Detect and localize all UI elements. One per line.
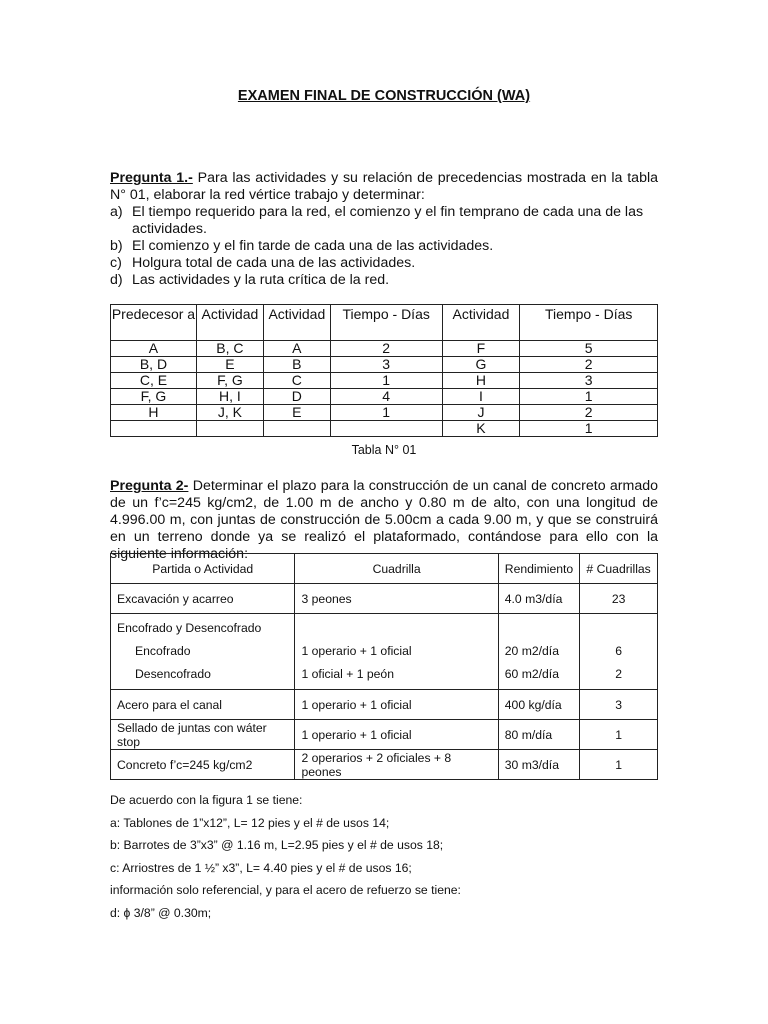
table-cell: D [263,389,330,405]
sub-cuadrillas-count: 2 [615,667,622,681]
table-cell: 5 [520,341,658,357]
list-marker: a) [110,204,123,220]
table-cell: 3 [330,357,442,373]
table-cell: F, G [111,389,197,405]
sub-cuadrilla: 1 oficial + 1 peón [301,667,394,681]
table-cell: K [442,421,520,437]
table-header: Actividad [196,305,263,341]
list-item [110,238,658,255]
table-row [111,720,658,750]
table-cell [580,614,658,690]
table-cell [295,614,498,690]
table-row [111,690,658,720]
table-cell: C, E [111,373,197,389]
table-header: Partida o Actividad [111,554,295,584]
table-cell: 1 [520,421,658,437]
table-caption: Tabla N° 01 [351,443,417,457]
table-cell: A [111,341,197,357]
table-header: Tiempo - Días [330,305,442,341]
list-item [110,204,658,238]
precedence-table [110,304,658,437]
table-cell [498,614,579,690]
table-cell: A [263,341,330,357]
table-cell [196,421,263,437]
note-line: información solo referencial, y para el acero de refuerzo se tiene: [110,883,461,898]
table-header: Actividad [263,305,330,341]
note-line: d: ϕ 3/8” @ 0.30m; [110,905,212,920]
table-cell: 30 m3/día [498,750,579,780]
table-row [111,584,658,614]
note-line: c: Arriostres de 1 ½” x3”, L= 4.40 pies y el # de usos 16; [110,860,412,875]
table-header: Actividad [442,305,520,341]
table-cell: 1 [520,389,658,405]
spacer [505,617,573,640]
question-2-text-block [110,478,658,563]
table-cell: B [263,357,330,373]
table-row [111,614,658,690]
page-title: EXAMEN FINAL DE CONSTRUCCIÓN (WA) [237,88,531,104]
list-item-text: Las actividades y la ruta crítica de la red. [132,272,390,288]
list-marker: c) [110,255,122,271]
table-cell: 2 [520,357,658,373]
list-item [110,272,658,289]
list-item-text: El comienzo y el fin tarde de cada una de las actividades. [132,238,494,254]
question-1-list [110,204,658,289]
table-header-row [111,305,658,341]
table-cell: H [111,405,197,421]
notes-block [110,791,670,927]
table-cell: 1 [330,405,442,421]
table-cell: 400 kg/día [498,690,579,720]
table-cell: E [263,405,330,421]
sub-activity: Encofrado [135,644,191,658]
sub-cuadrillas-count: 6 [615,644,622,658]
note-line: De acuerdo con la figura 1 se tiene: [110,793,303,807]
table-row [111,389,658,405]
question-2-text: Determinar el plazo para la construcción de un canal de concreto armado de un f’c=245 kg/cm2, de 1.00 m de ancho y 0.80 m de alto, con una longitud de 4.996.00 m, con juntas de construcción de 5.00cm a cada 9.00 m, y que se construirá en un terreno donde ya se realizó el plataformado, contándose para ello con la siguiente información: [110,478,658,562]
table-header: # Cuadrillas [580,554,658,584]
table-header: Tiempo - Días [520,305,658,341]
table-cell: B, D [111,357,197,373]
question-2 [110,478,658,563]
table-cell: 80 m/día [498,720,579,750]
table-row [111,405,658,421]
table-row [111,341,658,357]
question-1 [110,170,658,289]
table-cell: H, I [196,389,263,405]
table-cell: Sellado de juntas con wáter stop [111,720,295,750]
sub-rendimiento: 60 m2/día [504,667,559,681]
list-item-text: Holgura total de cada una de las actividades. [132,255,416,271]
list-marker: b) [110,238,123,254]
table-cell: 4.0 m3/día [498,584,579,614]
table-cell: I [442,389,520,405]
table-cell: B, C [196,341,263,357]
table-cell: C [263,373,330,389]
table-cell: 3 [520,373,658,389]
table-cell: 23 [580,584,658,614]
table-cell [111,421,197,437]
sub-cuadrilla: 1 operario + 1 oficial [301,644,412,658]
sub-activity: Desencofrado [135,667,211,681]
table-cell [330,421,442,437]
table-cell: Acero para el canal [111,690,295,720]
spacer [301,617,491,640]
sub-rendimiento: 20 m2/día [504,644,559,658]
table-header: Cuadrilla [295,554,498,584]
list-item [110,255,658,272]
table-cell: F [442,341,520,357]
table-cell: 1 operario + 1 oficial [295,690,498,720]
table-cell: 1 operario + 1 oficial [295,720,498,750]
list-item-text: El tiempo requerido para la red, el comienzo y el fin temprano de cada una de las actividades. [132,204,644,237]
table-cell: 2 operarios + 2 oficiales + 8 peones [295,750,498,780]
table-row [111,373,658,389]
list-marker: d) [110,272,123,288]
question-1-intro [110,170,658,204]
table-cell: 2 [520,405,658,421]
table-row [111,421,658,437]
table-cell: 3 [580,690,658,720]
table-cell: Concreto f’c=245 kg/cm2 [111,750,295,780]
table-cell: E [196,357,263,373]
resources-table [110,553,658,780]
table-row [111,357,658,373]
note-line: a: Tablones de 1”x12”, L= 12 pies y el # de usos 14; [110,815,390,830]
question-1-label: Pregunta 1.- [110,170,193,186]
table-cell: H [442,373,520,389]
table-header-row [111,554,658,584]
table-cell [263,421,330,437]
table-cell: 2 [330,341,442,357]
table-cell: Excavación y acarreo [111,584,295,614]
table-cell: 1 [580,720,658,750]
spacer [586,617,651,640]
table-cell: 4 [330,389,442,405]
table-header: Rendimiento [498,554,579,584]
table-cell: 3 peones [295,584,498,614]
table-row [111,750,658,780]
question-2-label: Pregunta 2- [110,478,189,494]
question-1-text: Para las actividades y su relación de precedencias mostrada en la tabla N° 01, elaborar la red vértice trabajo y determinar: [110,170,659,203]
row-group-title: Encofrado y Desencofrado [117,621,262,635]
note-line: b: Barrotes de 3”x3” @ 1.16 m, L=2.95 pies y el # de usos 18; [110,838,444,853]
table-cell: J, K [196,405,263,421]
table-cell: 1 [330,373,442,389]
table-cell: J [442,405,520,421]
table-header: Predecesor a [111,305,197,341]
table-cell: 1 [580,750,658,780]
table-cell: F, G [196,373,263,389]
table-cell [111,614,295,690]
table-cell: G [442,357,520,373]
